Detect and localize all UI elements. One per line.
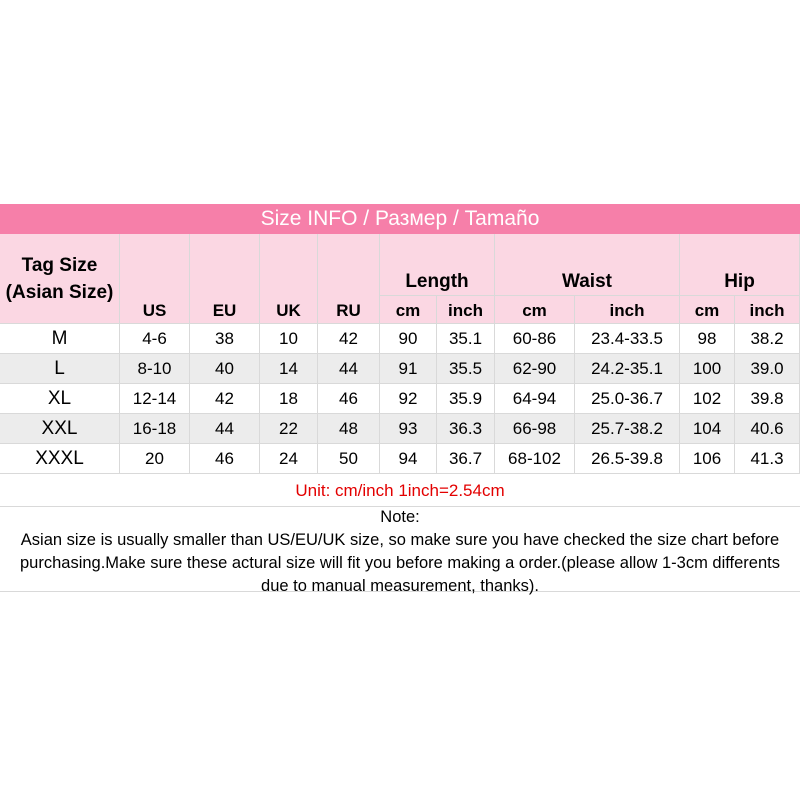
cell-eu: 42 [190,384,260,414]
cell-hip-inch: 40.6 [735,414,800,444]
cell-waist-inch: 23.4-33.5 [575,324,680,354]
cell-length-cm: 91 [380,354,437,384]
header-tag-size: Tag Size (Asian Size) [0,234,120,324]
cell-tag: XXL [0,414,120,444]
cell-uk: 14 [260,354,318,384]
cell-length-inch: 36.7 [437,444,495,474]
cell-length-cm: 92 [380,384,437,414]
cell-uk: 24 [260,444,318,474]
header-hip: Hip [680,234,800,296]
cell-ru: 42 [318,324,380,354]
header-us: US [120,234,190,324]
cell-tag: XL [0,384,120,414]
cell-tag: L [0,354,120,384]
cell-eu: 46 [190,444,260,474]
cell-length-inch: 35.1 [437,324,495,354]
cell-length-cm: 90 [380,324,437,354]
cell-ru: 44 [318,354,380,384]
cell-uk: 10 [260,324,318,354]
cell-waist-cm: 62-90 [495,354,575,384]
cell-hip-cm: 98 [680,324,735,354]
header-waist-inch: inch [575,296,680,324]
note-text: Asian size is usually smaller than US/EU/UK size, so make sure you have checked the size chart before purchasing.Make sure these actural size will fit you before making a order.(please allow 1-3cm differents due to manual measurement, thanks). [20,531,780,595]
header-length-cm: cm [380,296,437,324]
cell-waist-cm: 66-98 [495,414,575,444]
cell-hip-inch: 39.0 [735,354,800,384]
cell-us: 8-10 [120,354,190,384]
cell-waist-inch: 26.5-39.8 [575,444,680,474]
cell-waist-cm: 64-94 [495,384,575,414]
cell-eu: 44 [190,414,260,444]
cell-waist-inch: 24.2-35.1 [575,354,680,384]
cell-uk: 22 [260,414,318,444]
header-uk: UK [260,234,318,324]
cell-length-cm: 94 [380,444,437,474]
header-ru: RU [318,234,380,324]
header-waist-cm: cm [495,296,575,324]
cell-hip-inch: 38.2 [735,324,800,354]
cell-length-inch: 35.9 [437,384,495,414]
cell-tag: XXXL [0,444,120,474]
cell-uk: 18 [260,384,318,414]
header-length-inch: inch [437,296,495,324]
header-waist: Waist [495,234,680,296]
cell-ru: 46 [318,384,380,414]
cell-length-inch: 36.3 [437,414,495,444]
cell-length-inch: 35.5 [437,354,495,384]
cell-hip-cm: 106 [680,444,735,474]
header-hip-inch: inch [735,296,800,324]
cell-us: 4-6 [120,324,190,354]
cell-waist-cm: 60-86 [495,324,575,354]
cell-tag: M [0,324,120,354]
cell-hip-cm: 100 [680,354,735,384]
cell-waist-inch: 25.7-38.2 [575,414,680,444]
cell-waist-cm: 68-102 [495,444,575,474]
size-chart-title: Size INFO / Размер / Tamaño [0,204,800,234]
cell-length-cm: 93 [380,414,437,444]
cell-waist-inch: 25.0-36.7 [575,384,680,414]
cell-eu: 40 [190,354,260,384]
cell-us: 16-18 [120,414,190,444]
unit-note: Unit: cm/inch 1inch=2.54cm [0,476,800,507]
cell-ru: 50 [318,444,380,474]
header-hip-cm: cm [680,296,735,324]
note-block [0,506,800,595]
header-eu: EU [190,234,260,324]
cell-hip-inch: 41.3 [735,444,800,474]
cell-hip-inch: 39.8 [735,384,800,414]
cell-ru: 48 [318,414,380,444]
size-chart [0,204,800,594]
cell-eu: 38 [190,324,260,354]
cell-us: 20 [120,444,190,474]
note-title: Note: [380,508,420,526]
cell-hip-cm: 102 [680,384,735,414]
cell-us: 12-14 [120,384,190,414]
cell-hip-cm: 104 [680,414,735,444]
header-length: Length [380,234,495,296]
